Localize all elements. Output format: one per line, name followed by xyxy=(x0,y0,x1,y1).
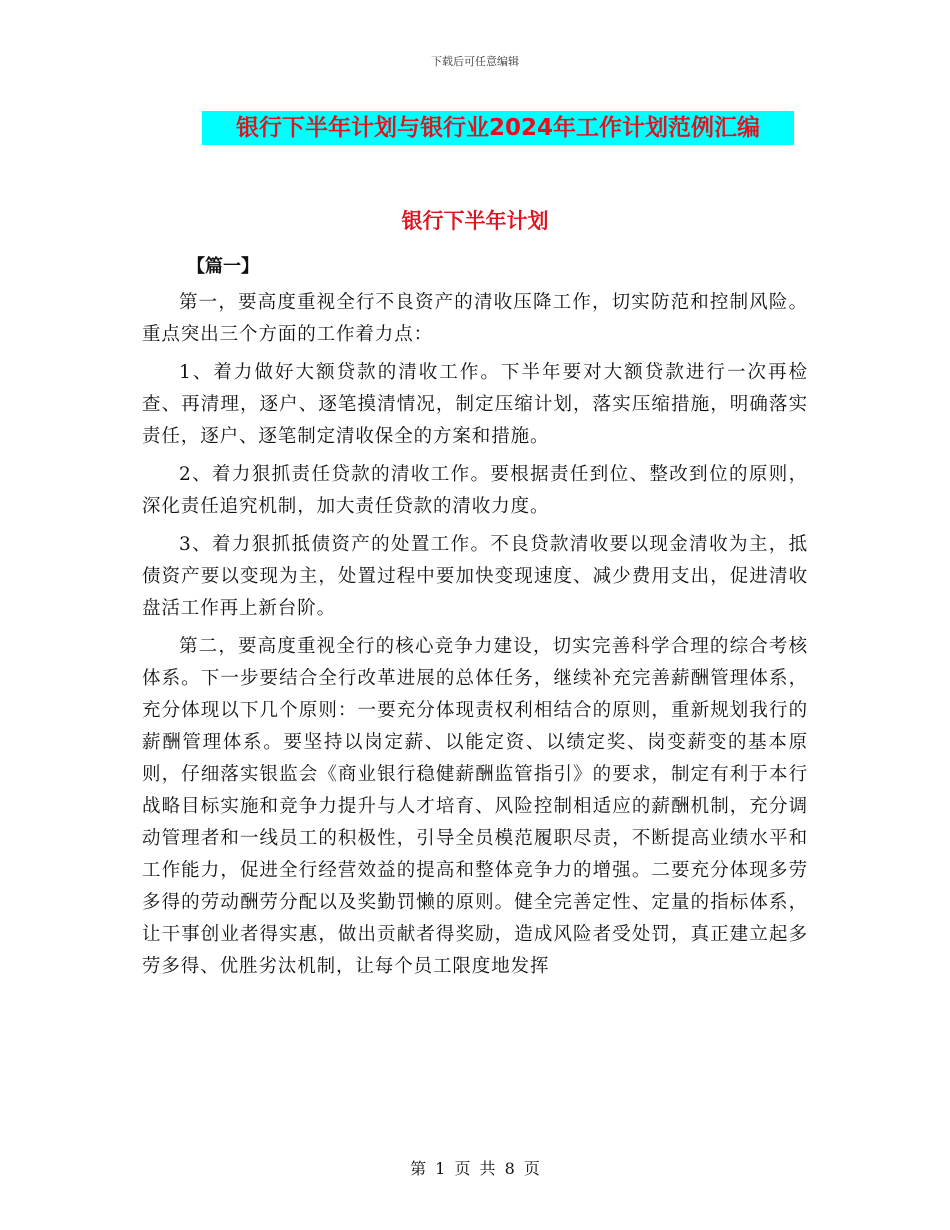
paragraph: 第一，要高度重视全行不良资产的清收压降工作，切实防范和控制风险。重点突出三个方面的工作着力点： xyxy=(142,292,808,345)
paragraph: 3、着力狠抓抵债资产的处置工作。不良贷款清收要以现金清收为主，抵债资产要以变现为主，处置过程中要加快变现速度、减少费用支出，促进清收盘活工作再上新台阶。 xyxy=(142,534,808,619)
document-title: 银行下半年计划与银行业2024年工作计划范例汇编 xyxy=(202,111,794,145)
page-header: 下载后可任意编辑 xyxy=(431,55,519,68)
page-footer: 第 1 页 共 8 页 xyxy=(410,1159,540,1178)
section-label: 【篇一】 xyxy=(187,256,259,277)
paragraph: 第二，要高度重视全行的核心竞争力建设，切实完善科学合理的综合考核体系。下一步要结合全行改革进展的总体任务，继续补充完善薪酬管理体系，充分体现以下几个原则：一要充分体现责权利相结合的原则，重新规划我行的薪酬管理体系。要坚持以岗定薪、以能定资、以绩定奖、岗变薪变的基本原则，仔细落实银监会《商业银行稳健薪酬监管指引》的要求，制定有利于本行战略目标实施和竞争力提升与人才培育、风险控制相适应的薪酬机制，充分调动管理者和一线员工的积极性，引导全员模范履职尽责，不断提高业绩水平和工作能力，促进全行经营效益的提高和整体竞争力的增强。二要充分体现多劳多得的劳动酬劳分配以及奖勤罚懒的原则。健全完善定性、定量的指标体系，让干事创业者得实惠，做出贡献者得奖励，造成风险者受处罚，真正建立起多劳多得、优胜劣汰机制，让每个员工限度地发挥 xyxy=(142,636,808,977)
paragraph: 1、着力做好大额贷款的清收工作。下半年要对大额贷款进行一次再检查、再清理，逐户、逐笔摸清情况，制定压缩计划，落实压缩措施，明确落实责任，逐户、逐笔制定清收保全的方案和措施。 xyxy=(142,362,808,447)
section-title: 银行下半年计划 xyxy=(401,209,549,233)
body-text xyxy=(142,287,808,989)
paragraph: 2、着力狠抓责任贷款的清收工作。要根据责任到位、整改到位的原则，深化责任追究机制，加大责任贷款的清收力度。 xyxy=(142,464,808,517)
